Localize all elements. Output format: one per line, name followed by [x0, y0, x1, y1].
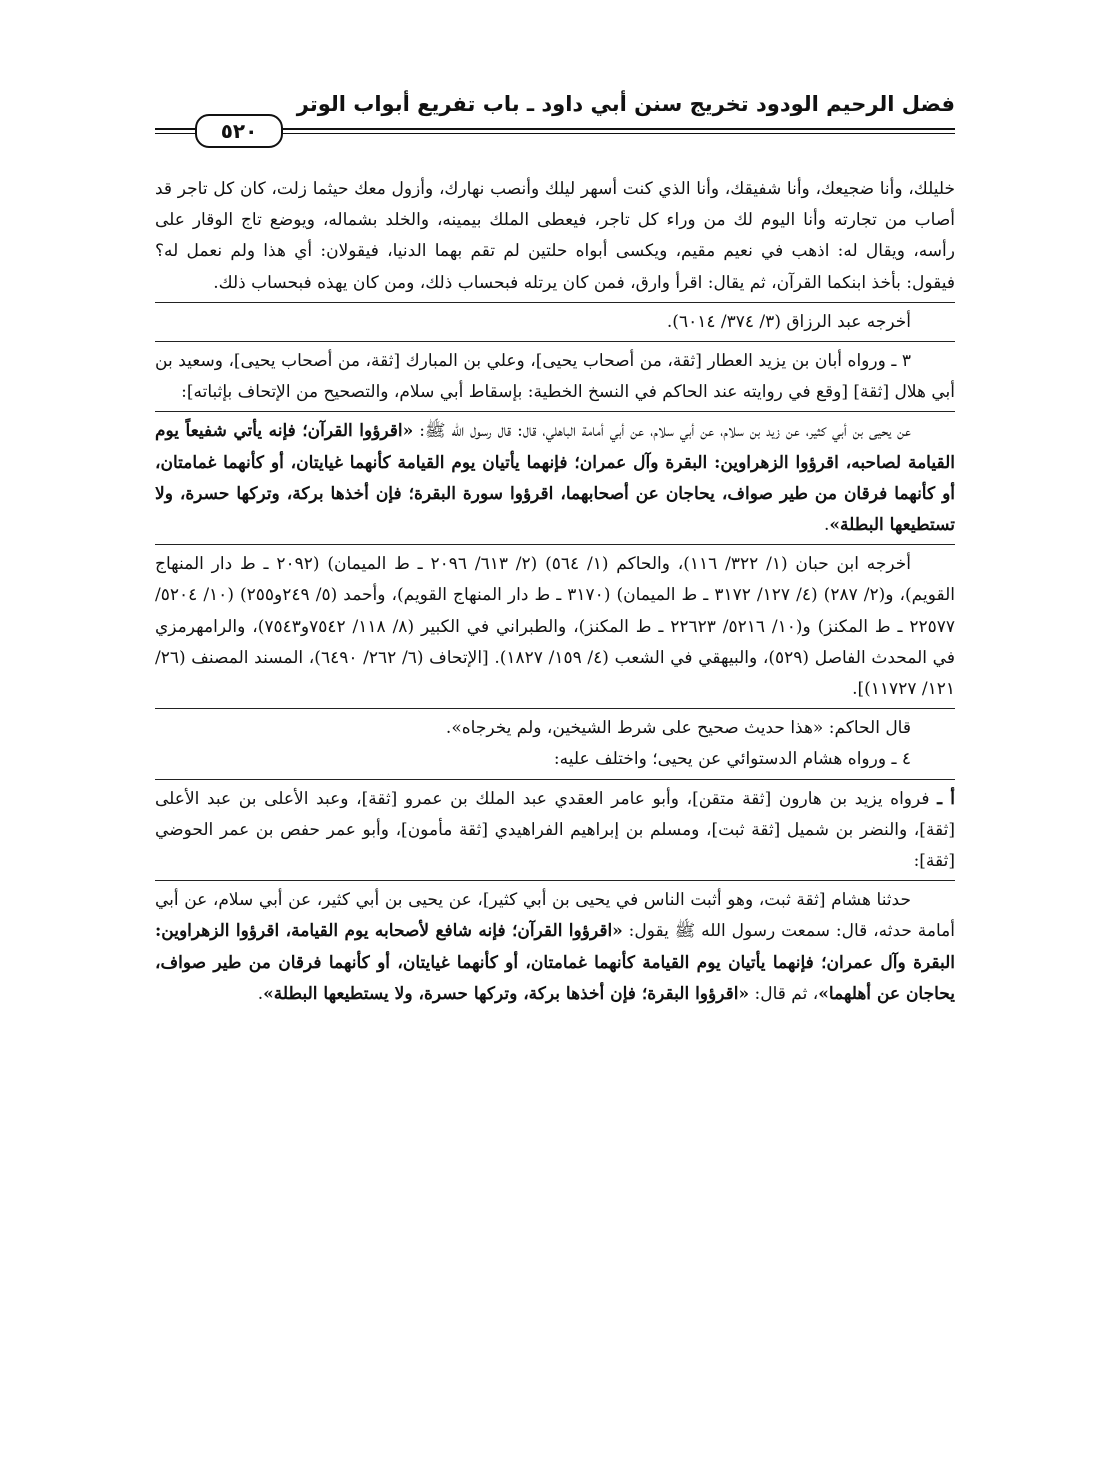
- connector-text: ، ثم قال:: [749, 983, 819, 1004]
- punctuation: .: [824, 515, 830, 536]
- section-divider: [155, 544, 955, 545]
- section-divider: [155, 341, 955, 342]
- matn-text-bold: «اقرؤوا القرآن؛ فإنه شافع لأصحابه يوم القيامة، اقرؤوا الزهراوين: البقرة وآل عمران؛ فإنهما يأتيان يوم القيامة كأنهما غمامتان، أو كأنهما غيايتان، أو كأنهما فرقان من طير صواف، يحاجان عن أهلهما»: [155, 921, 955, 1004]
- section-divider: [155, 779, 955, 780]
- section-divider: [155, 302, 955, 303]
- paragraph-hakim-verdict: قال الحاكم: «هذا حديث صحيح على شرط الشيخين، ولم يخرجاه».: [445, 718, 911, 739]
- section-divider: [155, 411, 955, 412]
- punctuation: .: [257, 983, 264, 1004]
- paragraph-narration-3: ٣ ـ ورواه أبان بن يزيد العطار [ثقة، من أصحاب يحيى]، وعلي بن المبارك [ثقة، من أصحاب يحيى]، وسعيد بن أبي هلال [ثقة] [وقع في روايته عند الحاكم في النسخ الخطية: بإسقاط أبي سلام، والتصحيح من الإتحاف بإثباته]:: [155, 351, 955, 403]
- paragraph-takhrij-sources: أخرجه ابن حبان (١/ ٣٢٢/ ١١٦)، والحاكم (١/ ٥٦٤) (٢/ ٦١٣/ ٢٠٩٦ ـ ط الميمان) (٢٠٩٢ ـ ط دار المنهاج القويم)، و(٢/ ٢٨٧) (٤/ ١٢٧/ ٣١٧٢ ـ ط الميمان) (٣١٧٠ ـ ط دار المنهاج القويم)، وأحمد (٥/ ٢٤٩و٢٥٥) (١٠/ ٥٢٠٤/ ٢٢٥٧٧ ـ ط المكنز) و(١٠/ ٥٢١٦/ ٢٢٦٢٣ ـ ط المكنز)، والطبراني في الكبير (٨/ ١١٨/ ٧٥٤٢و٧٥٤٣)، والرامهرمزي في المحدث الفاصل (٥٢٩)، والبيهقي في الشعب (٤/ ١٥٩/ ١٨٢٧). [الإتحاف (٦/ ٢٦٢/ ٦٤٩٠)، المسند المصنف (٢٦/ ١٢١/ ١١٧٢٧)].: [155, 554, 955, 700]
- isnad-text: حدثنا هشام [ثقة ثبت، وهو أثبت الناس في يحيى بن أبي كثير]، عن يحيى بن أبي كثير، عن أبي سلام، عن أبي أمامة حدثه، قال: سمعت رسول الله ﷺ يقول:: [155, 890, 955, 942]
- narrators-list: فرواه يزيد بن هارون [ثقة متقن]، وأبو عامر العقدي عبد الملك بن عمرو [ثقة]، وعبد الأعلى بن عبد الأعلى [ثقة]، والنضر بن شميل [ثقة ثبت]، ومسلم بن إبراهيم الفراهيدي [ثقة مأمون]، وأبو عمر حفص بن عمر الحوضي [ثقة]:: [155, 788, 955, 872]
- page-body: [155, 174, 955, 1010]
- paragraph-narration-4a: [155, 784, 955, 878]
- header-title: فضل الرحيم الودود تخريج سنن أبي داود ـ باب تفريع أبواب الوتر: [296, 92, 955, 116]
- paragraph-takhrij-abdurrazzaq: أخرجه عبد الرزاق (٣/ ٣٧٤/ ٦٠١٤).: [666, 311, 911, 332]
- running-header: [155, 92, 955, 156]
- matn-text-bold: «اقرؤوا البقرة؛ فإن أخذها بركة، وتركها حسرة، ولا يستطيعها البطلة»: [263, 983, 750, 1004]
- section-divider: [155, 880, 955, 881]
- subsection-marker: أ ـ: [937, 788, 955, 809]
- paragraph-narration-4: ٤ ـ ورواه هشام الدستوائي عن يحيى؛ واختلف عليه:: [553, 749, 911, 770]
- book-page: [155, 92, 955, 1004]
- isnad-text: عن يحيى بن أبي كثير، عن زيد بن سلام، عن أبي سلام، عن أبي أمامة الباهلي، قال: قال رسول الله ﷺ:: [413, 421, 911, 442]
- paragraph-hadith-continuation: خليلك، وأنا ضجيعك، وأنا شفيقك، وأنا الذي كنت أسهر ليلك وأنصب نهارك، وأزول معك حيثما زلت، كان كل تاجر قد أصاب من تجارته وأنا اليوم لك من وراء كل تاجر، فيعطى الملك بيمينه، والخلد بشماله، ويوضع تاج الوقار على رأسه، ويقال له: اذهب في نعيم مقيم، ويكسى أبواه حلتين لم تقم بهما الدنيا، فيقولان: أي هذا ولم نعمل له؟ فيقول: بأخذ ابنكما القرآن، ثم يقال: اقرأ وارق، فمن كان يرتله فبحساب ذلك، ومن كان يهذه فبحساب ذلك.: [155, 179, 955, 293]
- paragraph-hadith-text-2: [155, 885, 955, 1010]
- section-divider: [155, 708, 955, 709]
- page-number-badge: ٥٢٠: [195, 114, 283, 148]
- matn-text-bold: «اقرؤوا القرآن؛ فإنه يأتي شفيعاً يوم القيامة لصاحبه، اقرؤوا الزهراوين: البقرة وآل عمران؛ فإنهما يأتيان يوم القيامة كأنهما غيايتان، أو كأنهما غمامتان، أو كأنهما فرقان من طير صواف، يحاجان عن أصحابهما، اقرؤوا سورة البقرة؛ فإن أخذها بركة، وتركها حسرة، ولا تستطيعها البطلة»: [155, 421, 955, 536]
- paragraph-hadith-text-1: [155, 416, 955, 541]
